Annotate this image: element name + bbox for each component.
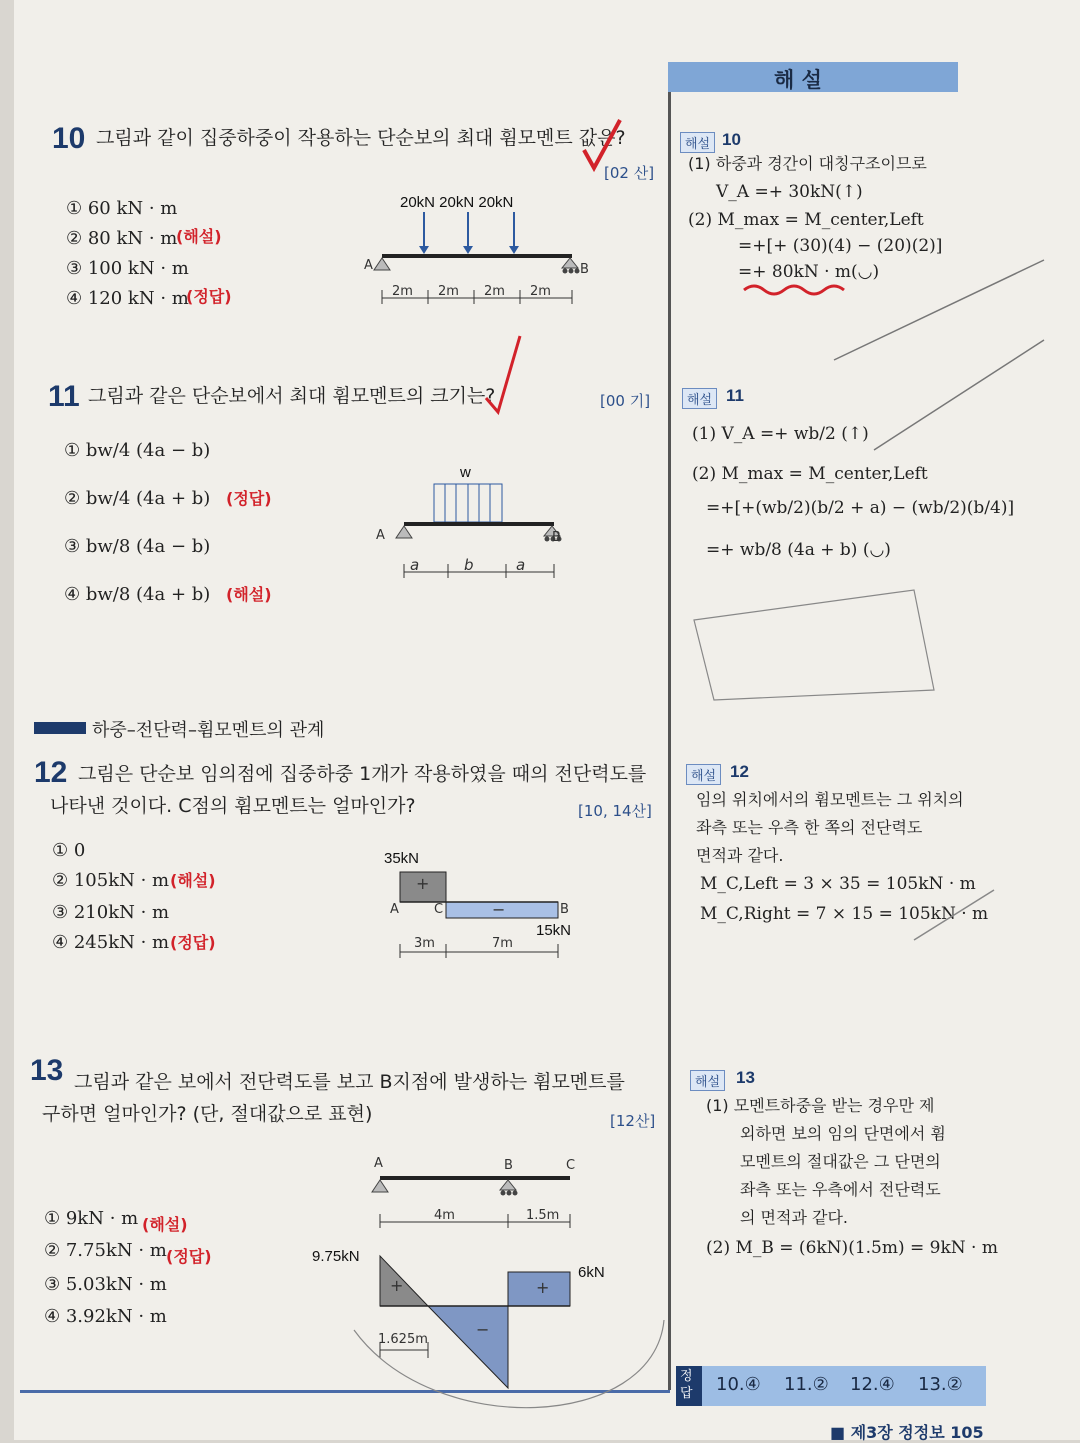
- q12-label-b: B: [560, 902, 569, 917]
- sol13-line-1: (1) 모멘트하중을 받는 경우만 제: [706, 1096, 935, 1115]
- q13-option-1: ① 9kN · m: [44, 1208, 139, 1229]
- q11-option-3: ③ bw/8 (4a − b): [64, 536, 211, 557]
- q12-shear-35: 35kN: [384, 850, 420, 867]
- q13-label-a: A: [374, 1156, 383, 1171]
- q12-dim-7m: 7m: [492, 936, 513, 951]
- q10-dim-1: 2m: [392, 284, 413, 299]
- sol11-line-4: =+ wb/8 (4a + b) (◡): [706, 540, 891, 560]
- q10-number: 10: [52, 122, 86, 155]
- answer-12: 12.④: [850, 1374, 895, 1395]
- sol12-line-1: 임의 위치에서의 휨모멘트는 그 위치의: [696, 790, 964, 809]
- q10-dim-2: 2m: [438, 284, 459, 299]
- q13-number: 13: [30, 1054, 64, 1087]
- answer-label: 정답: [680, 1369, 693, 1401]
- q11-tag: [00 기]: [600, 392, 651, 410]
- sol10-badge: 해설: [680, 132, 715, 153]
- q11-option-1: ① bw/4 (4a − b): [64, 440, 211, 461]
- q13-label-b: B: [504, 1158, 513, 1173]
- solution-header-text: 해 설: [774, 68, 822, 92]
- q13-dim-1-5m: 1.5m: [526, 1208, 560, 1223]
- q11-support-b: B: [552, 530, 561, 545]
- answer-10: 10.④: [716, 1374, 761, 1395]
- answer-11: 11.②: [784, 1374, 829, 1395]
- q13-shear-9-75: 9.75kN: [312, 1248, 360, 1265]
- q10-load-labels: 20kN 20kN 20kN: [400, 194, 514, 211]
- q13-note-1: (해설): [142, 1215, 188, 1234]
- q10-note-2: (해설): [176, 227, 222, 246]
- q10-dim-3: 2m: [484, 284, 505, 299]
- q13-dim-4m: 4m: [434, 1208, 455, 1223]
- q13-text-1: 그림과 같은 보에서 전단력도를 보고 B지점에 발생하는 휨모멘트를: [74, 1071, 625, 1093]
- sol13-line-2: 외하면 보의 임의 단면에서 휨: [740, 1124, 946, 1143]
- q11-text: 그림과 같은 단순보에서 최대 휨모멘트의 크기는?: [88, 385, 496, 407]
- q13-shear-6: 6kN: [578, 1264, 605, 1281]
- handwriting-marks: [14, 0, 1080, 1440]
- q10-note-4: (정답): [186, 287, 232, 306]
- sol11-line-3: =+[+(wb/2)(b/2 + a) − (wb/2)(b/4)]: [706, 498, 1015, 518]
- sol12-line-5: M_C,Right = 7 × 15 = 105kN · m: [700, 904, 989, 924]
- q13-dim-1-625m: 1.625m: [378, 1332, 428, 1347]
- q13-minus: −: [476, 1320, 490, 1339]
- sol11-number: 11: [726, 386, 744, 405]
- q10-text: 그림과 같이 집중하중이 작용하는 단순보의 최대 휨모멘트 값은?: [96, 127, 626, 149]
- q10-dim-4: 2m: [530, 284, 551, 299]
- q12-text-2: 나타낸 것이다. C점의 휨모멘트는 얼마인가?: [50, 795, 416, 817]
- q13-option-2: ② 7.75kN · m: [44, 1240, 167, 1261]
- q12-dim-3m: 3m: [414, 936, 435, 951]
- q13-label-c: C: [566, 1158, 576, 1173]
- sol12-line-4: M_C,Left = 3 × 35 = 105kN · m: [700, 874, 976, 894]
- q11-note-4: (해설): [226, 585, 272, 604]
- sol10-line-1: (1) 하중과 경간이 대칭구조이므로: [688, 154, 927, 173]
- q13-note-2: (정답): [166, 1247, 212, 1266]
- sol12-badge: 해설: [686, 764, 721, 785]
- q13-tag: [12산]: [610, 1112, 656, 1130]
- q12-note-4: (정답): [170, 933, 216, 952]
- q10-option-4: ④ 120 kN · m: [66, 288, 189, 309]
- q10-support-a: A: [364, 258, 373, 273]
- sol12-number: 12: [730, 762, 749, 781]
- q11-note-2: (정답): [226, 489, 272, 508]
- sol13-badge: 해설: [690, 1070, 725, 1091]
- sol10-number: 10: [722, 130, 741, 149]
- sol11-line-2: (2) M_max = M_center,Left: [692, 464, 928, 484]
- q13-plus-2: +: [536, 1278, 550, 1297]
- answer-13: 13.②: [918, 1374, 963, 1395]
- q12-label-c: C: [434, 902, 444, 917]
- q13-text-2: 구하면 얼마인가? (단, 절대값으로 표현): [42, 1103, 373, 1125]
- q11-dim-b: b: [464, 556, 474, 574]
- sol12-line-3: 면적과 같다.: [696, 846, 784, 865]
- q12-option-3: ③ 210kN · m: [52, 902, 170, 923]
- sol10-line-4: =+[+ (30)(4) − (20)(2)]: [738, 236, 943, 256]
- q13-option-4: ④ 3.92kN · m: [44, 1306, 167, 1327]
- q12-text-1: 그림은 단순보 임의점에 집중하중 1개가 작용하였을 때의 전단력도를: [78, 763, 647, 785]
- q12-plus: +: [416, 874, 430, 893]
- q11-option-4: ④ bw/8 (4a + b): [64, 584, 211, 605]
- q10-option-3: ③ 100 kN · m: [66, 258, 189, 279]
- q11-load-label: w: [460, 464, 471, 481]
- q12-shear-15: 15kN: [536, 922, 572, 939]
- sol10-line-2: V_A =+ 30kN(↑): [716, 182, 863, 202]
- page-footer: ■ 제3장 정정보 105: [830, 1423, 984, 1442]
- sol13-line-5: 의 면적과 같다.: [740, 1208, 848, 1227]
- q10-tag: [02 산]: [604, 164, 655, 182]
- q13-plus-1: +: [390, 1276, 404, 1295]
- sol10-line-5: =+ 80kN · m(◡): [738, 262, 880, 282]
- q12-tag: [10, 14산]: [578, 802, 652, 820]
- q12-number: 12: [34, 756, 68, 789]
- q12-label-a: A: [390, 902, 399, 917]
- q12-option-4: ④ 245kN · m: [52, 932, 170, 953]
- q11-dim-a2: a: [516, 556, 526, 574]
- sol11-badge: 해설: [682, 388, 717, 409]
- section-title: 하중–전단력–휨모멘트의 관계: [92, 720, 325, 741]
- q12-option-1: ① 0: [52, 840, 86, 861]
- q10-option-1: ① 60 kN · m: [66, 198, 178, 219]
- sol11-line-1: (1) V_A =+ wb/2 (↑): [692, 424, 869, 444]
- q12-minus: −: [492, 900, 506, 919]
- q11-support-a: A: [376, 528, 385, 543]
- q11-option-2: ② bw/4 (4a + b): [64, 488, 211, 509]
- sol10-line-3: (2) M_max = M_center,Left: [688, 210, 924, 230]
- sol12-line-2: 좌측 또는 우측 한 쪽의 전단력도: [696, 818, 923, 837]
- q12-note-2: (해설): [170, 871, 216, 890]
- sol13-line-4: 좌측 또는 우측에서 전단력도: [740, 1180, 941, 1199]
- q12-option-2: ② 105kN · m: [52, 870, 170, 891]
- sol13-line-6: (2) M_B = (6kN)(1.5m) = 9kN · m: [706, 1238, 998, 1258]
- q13-option-3: ③ 5.03kN · m: [44, 1274, 167, 1295]
- sol13-line-3: 모멘트의 절대값은 그 단면의: [740, 1152, 941, 1171]
- q10-support-b: B: [580, 262, 589, 277]
- q11-dim-a1: a: [410, 556, 420, 574]
- q11-number: 11: [48, 380, 80, 413]
- sol13-number: 13: [736, 1068, 755, 1087]
- q10-option-2: ② 80 kN · m: [66, 228, 178, 249]
- textbook-page: [14, 0, 1080, 1440]
